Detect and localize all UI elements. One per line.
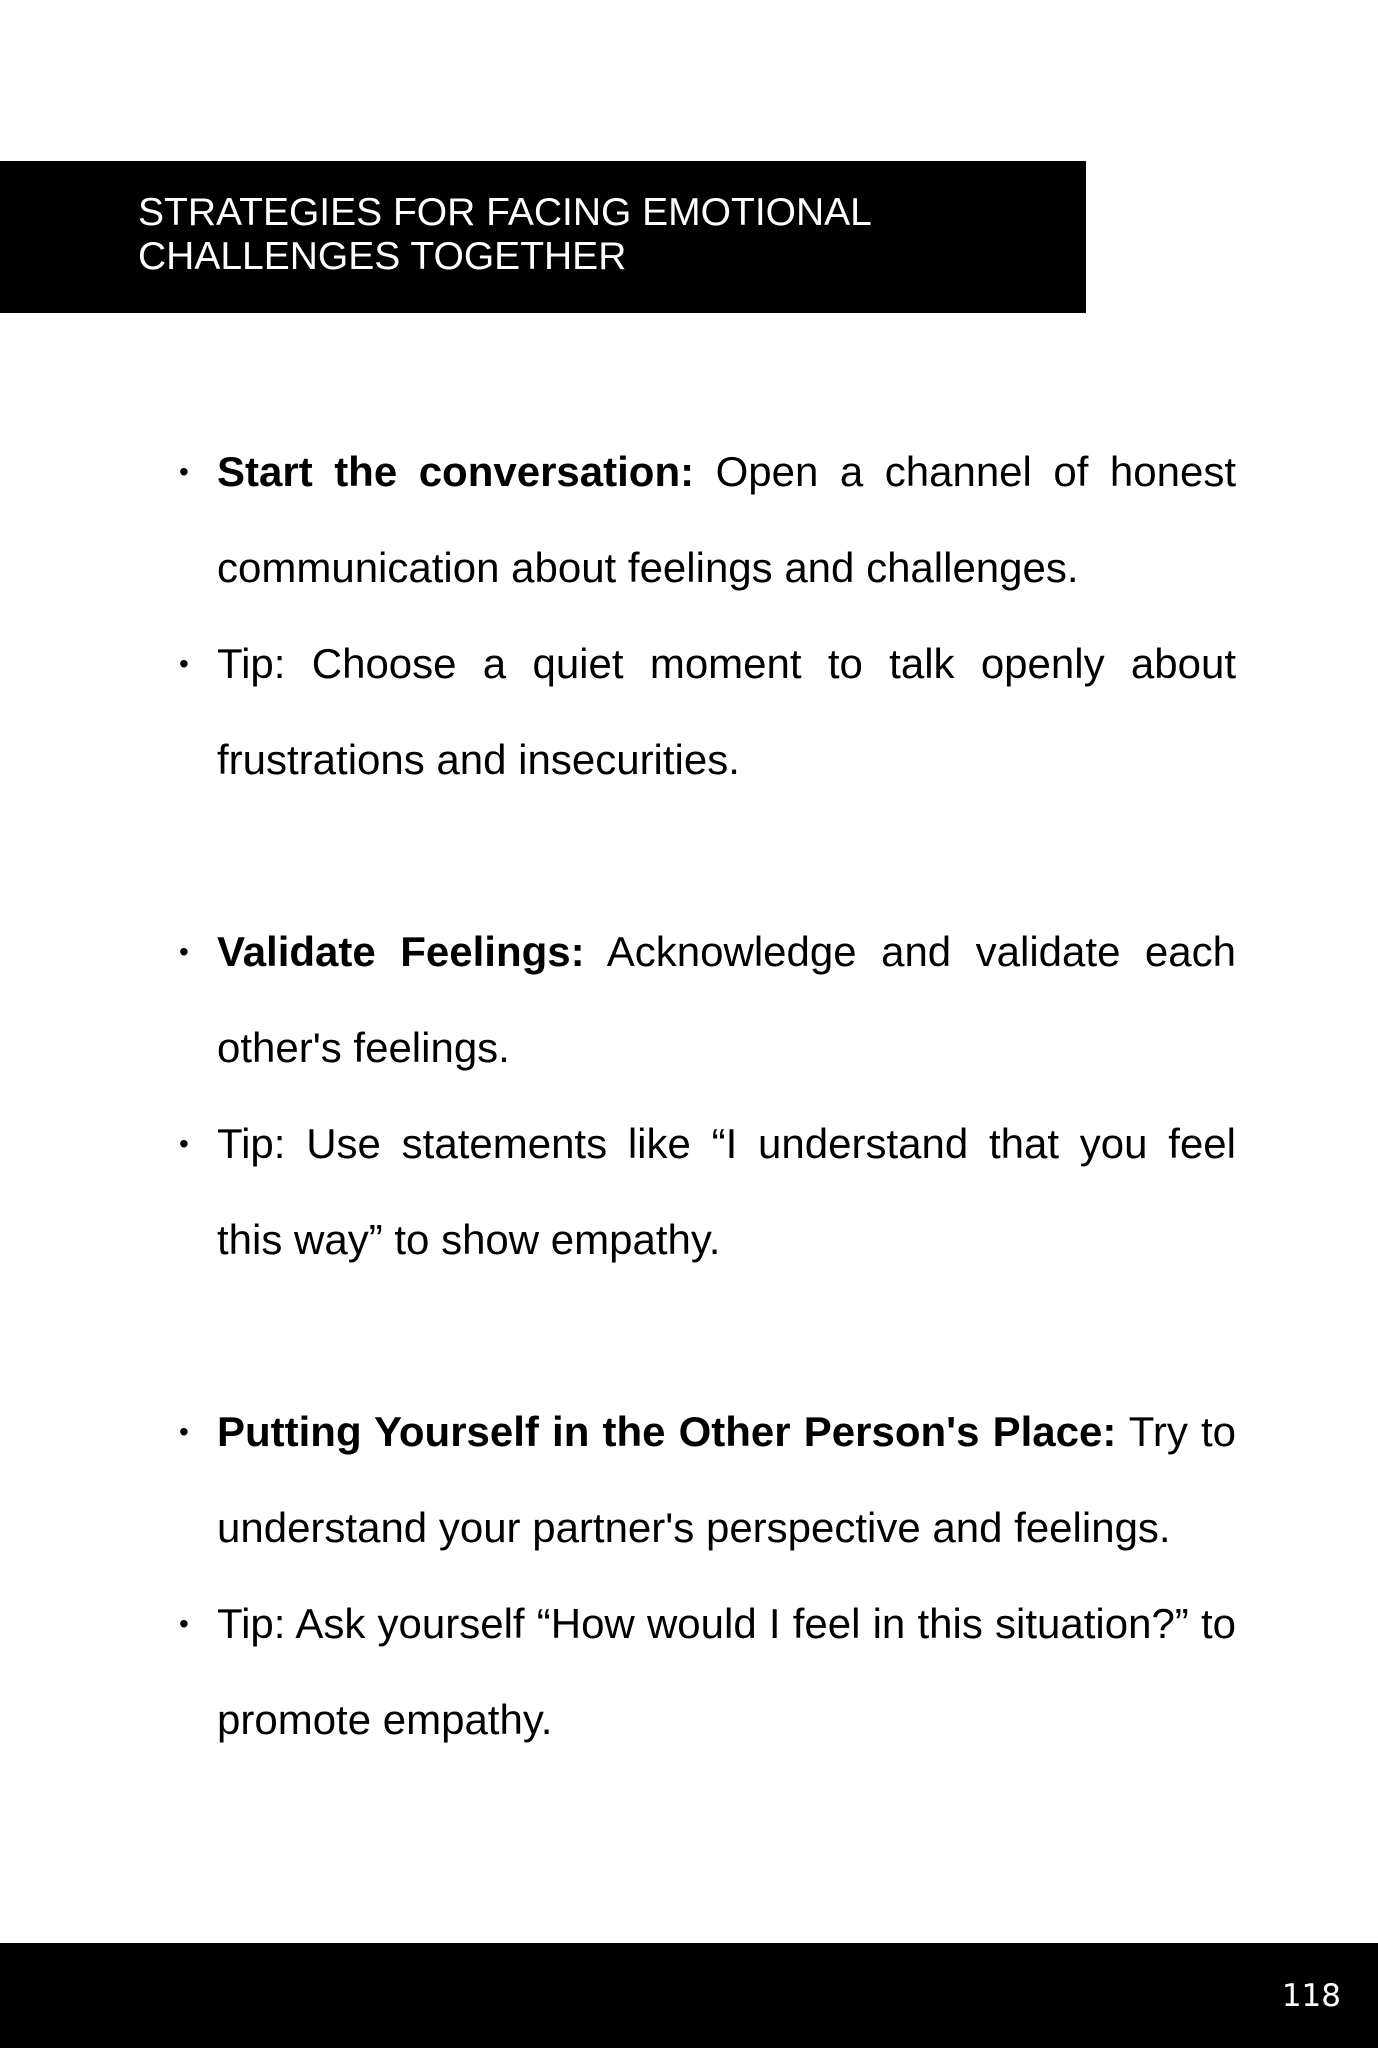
page-title-line-2: CHALLENGES TOGETHER [138, 235, 627, 278]
header-banner [0, 161, 1086, 313]
strategy-other-persons-place [217, 1384, 1236, 1576]
strategy-description: Try to understand your partner's perspective and feelings. [217, 1408, 1236, 1551]
strategy-start-conversation [217, 424, 1236, 616]
tip-text: Tip: Use statements like “I understand that you feel this way” to show empathy. [217, 1120, 1236, 1263]
strategies-list [0, 424, 1378, 1768]
strategy-description: Acknowledge and validate each other's feelings. [217, 928, 1236, 1071]
tip-text: Tip: Ask yourself “How would I feel in this situation?” to promote empathy. [217, 1600, 1236, 1743]
page-number: 118 [1281, 1978, 1341, 2014]
footer-bar [0, 1943, 1378, 2048]
strategy-tip [217, 616, 1236, 808]
page-title [138, 191, 1046, 279]
strategy-title: Validate Feelings: [217, 928, 585, 975]
tip-text: Tip: Choose a quiet moment to talk openly about frustrations and insecurities. [217, 640, 1236, 783]
strategies-content [0, 424, 1378, 1768]
strategy-tip [217, 1576, 1236, 1768]
strategy-title: Start the conversation: [217, 448, 695, 495]
strategy-description: Open a channel of honest communication about feelings and challenges. [217, 448, 1237, 591]
page-title-line-1: STRATEGIES FOR FACING EMOTIONAL [138, 191, 872, 234]
strategy-title: Putting Yourself in the Other Person's Place: [217, 1408, 1117, 1455]
strategy-validate-feelings [217, 904, 1236, 1096]
strategy-tip [217, 1096, 1236, 1288]
